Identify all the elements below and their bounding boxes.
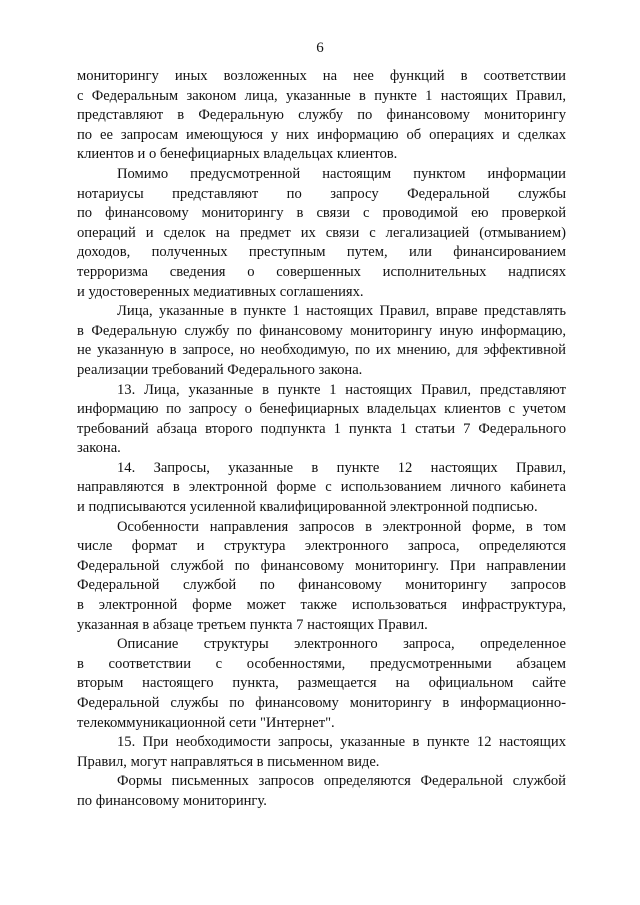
- text-line: клиентов и о бенефициарных владельцах клиентов.: [77, 146, 398, 163]
- text-line: информацию по запросу о бенефициарных владельцах клиентов с учетом: [77, 401, 566, 418]
- text-line: в соответствии с особенностями, предусмотренными абзацем: [77, 655, 566, 672]
- text-line: по ее запросам имеющуюся у них информацию об операциях и сделках: [77, 126, 566, 143]
- paragraph: [77, 302, 566, 380]
- text-line: 14. Запросы, указанные в пункте 12 настоящих Правил,: [117, 459, 566, 476]
- text-line: мониторингу иных возложенных на нее функций в соответствии: [77, 68, 566, 84]
- text-line: реализации требований Федерального закона.: [77, 361, 363, 378]
- text-line: и подписываются усиленной квалифицированной электронной подписью.: [77, 499, 538, 516]
- text-line: в электронной форме может также использоваться инфраструктура,: [77, 597, 566, 614]
- text-line: не указанную в запросе, но необходимую, по их мнению, для эффективной: [77, 342, 566, 359]
- text-line: Лица, указанные в пункте 1 настоящих Правил, вправе представлять: [117, 303, 566, 320]
- text-line: вторым настоящего пункта, размещается на официальном сайте: [77, 675, 566, 692]
- text-line: по финансовому мониторингу.: [77, 792, 267, 809]
- text-line: Описание структуры электронного запроса, определенное: [117, 636, 566, 653]
- paragraph: [77, 772, 566, 811]
- text-line: направляются в электронной форме с использованием личного кабинета: [77, 479, 566, 496]
- text-line: Помимо предусмотренной настоящим пунктом информации: [117, 165, 566, 182]
- text-line: телекоммуникационной сети "Интернет".: [77, 714, 335, 731]
- text-line: Федеральной службой по финансовому мониторингу запросов: [77, 577, 566, 594]
- text-line: в Федеральную службу по финансовому мониторингу иную информацию,: [77, 322, 566, 339]
- text-line: терроризма сведения о совершенных исполнительных надписях: [77, 263, 566, 280]
- text-line: указанная в абзаце третьем пункта 7 настоящих Правил.: [77, 616, 428, 633]
- text-line: 13. Лица, указанные в пункте 1 настоящих Правил, представляют: [117, 381, 566, 398]
- text-line: Федеральной службой по финансовому мониторингу. При направлении: [77, 557, 566, 574]
- text-line: Особенности направления запросов в электронной форме, в том: [117, 518, 566, 535]
- text-line: операций и сделок на предмет их связи с легализацией (отмыванием): [77, 224, 566, 241]
- text-line: закона.: [77, 440, 121, 457]
- paragraph: [77, 381, 566, 459]
- text-line: 15. При необходимости запросы, указанные в пункте 12 настоящих: [117, 734, 566, 751]
- paragraph: [77, 165, 566, 302]
- paragraph: [77, 459, 566, 518]
- text-line: с Федеральным законом лица, указанные в пункте 1 настоящих Правил,: [77, 87, 566, 104]
- text-line: нотариусы представляют по запросу Федеральной службы: [77, 185, 566, 202]
- paragraph: [77, 733, 566, 772]
- paragraph: [77, 635, 566, 733]
- text-line: Правил, могут направляться в письменном виде.: [77, 753, 380, 770]
- paragraph: [77, 67, 566, 165]
- paragraph: [77, 518, 566, 636]
- document-body: [77, 67, 566, 812]
- text-line: доходов, полученных преступным путем, или финансированием: [77, 244, 566, 261]
- text-line: Формы письменных запросов определяются Федеральной службой: [117, 773, 566, 790]
- text-line: числе формат и структура электронного запроса, определяются: [77, 538, 566, 555]
- text-line: и удостоверенных медиативных соглашениях.: [77, 283, 364, 300]
- text-line: требований абзаца второго подпункта 1 пункта 1 статьи 7 Федерального: [77, 420, 566, 437]
- text-line: Федеральной службы по финансовому мониторингу в информационно-: [77, 695, 566, 711]
- text-line: по финансовому мониторингу в связи с проводимой ею проверкой: [77, 205, 566, 222]
- page-number: 6: [316, 40, 324, 56]
- text-line: представляют в Федеральную службу по финансовому мониторингу: [77, 107, 566, 124]
